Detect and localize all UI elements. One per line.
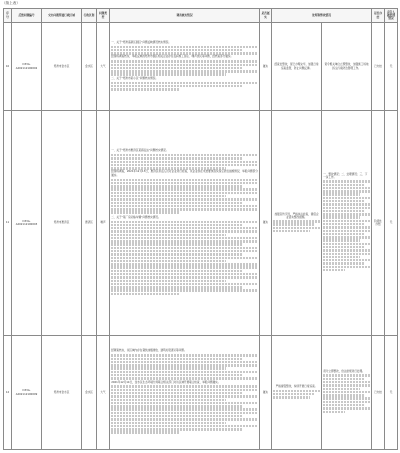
cell-investigation: [110, 23, 260, 111]
cell-investigation: [110, 111, 260, 336]
cell-action: [322, 336, 372, 450]
investigation-paragraph: 一、关于“郑州市惠济区某商砼站”问题核实情况。: [111, 149, 169, 153]
cell-area: 郑州市惠济区: [42, 111, 82, 336]
cell-investigation: [110, 336, 260, 450]
header-status: 是否属实: [260, 9, 272, 23]
cell-done: 已办结: [372, 336, 385, 450]
cell-status: 属实: [260, 23, 272, 111]
table-row: [4, 336, 398, 450]
cell-district: 金水区: [82, 336, 97, 450]
header-result: 处理和整改情况: [272, 9, 372, 23]
investigation-paragraph: 二、关于“某厂房运输车辆”问题核实情况。: [111, 215, 161, 219]
cell-seq: 11: [4, 111, 12, 336]
table-header-row: [4, 9, 398, 23]
cell-type: 大气: [97, 23, 110, 111]
investigation-paragraph: 二、关于“郑州市某小区”问题核实情况。: [111, 76, 158, 80]
cell-seq: 12: [4, 336, 12, 450]
cell-code: D33A-A202112100003: [12, 111, 42, 336]
cell-seq: 10: [4, 23, 12, 111]
cell-status: 属实: [260, 111, 272, 336]
investigation-paragraph: 一、关于“郑州高新区园区”问题反映情况核实情况。: [111, 40, 171, 44]
continuation-label: （续上表）: [2, 1, 20, 5]
header-remark: 责任人被处理情况: [385, 9, 398, 23]
action-text: 一、整改情况；二、处理情况；三、下一步工作。: [323, 172, 368, 180]
cell-district: 惠济区: [82, 111, 97, 336]
cell-remark: 无: [385, 111, 398, 336]
cell-result: [272, 111, 322, 336]
investigation-paragraph: 2021年12月14日，金水区生态环境分局联合相关部门对该区域开展联合检查，举报问题属实。: [111, 380, 221, 384]
cell-done: 已办结: [372, 23, 385, 111]
cell-type: 大气: [97, 336, 110, 450]
table-row: [4, 111, 398, 336]
cell-action: [322, 23, 372, 111]
investigation-paragraph: 经调查核实，该区域内存在餐饮油烟排放、建筑垃圾清运等问题。: [111, 349, 187, 353]
cell-result: [272, 336, 322, 450]
header-done: 是否办结: [372, 9, 385, 23]
cell-code: D33A-A202112100009: [12, 336, 42, 450]
cell-remark: 无: [385, 336, 398, 450]
cell-action: [322, 111, 372, 336]
cell-result: [272, 23, 322, 111]
cell-status: 属实: [260, 336, 272, 450]
header-type: 问题类型: [97, 9, 110, 23]
cell-done: 阶段性办结: [372, 111, 385, 336]
investigation-paragraph: 经现场调查，2021年12月13日，惠济区执法人员对企业进行检查，该企业存在未按要求落实扬尘防治措施情况，举报问题部分属实。: [111, 170, 258, 177]
header-investigation: 调查核实情况: [110, 9, 260, 23]
cell-remark: 无: [385, 23, 398, 111]
cell-type: 噪声: [97, 111, 110, 336]
complaint-table: [3, 8, 398, 450]
cell-district: 金水区: [82, 23, 97, 111]
action-text: 责令相关单位立即整改，加强施工场地扬尘污染防治管理工作。: [324, 63, 369, 70]
cell-code: D33A-A202112100002: [12, 23, 42, 111]
cell-area: 郑州市金水区: [42, 23, 82, 111]
result-text: 经查处整改，现已办理完毕，加强日常巡查监管，防止问题反弹。: [274, 63, 319, 70]
table-row: [4, 23, 398, 111]
action-text: 责令立即整改，依法依规进行处理。: [323, 370, 365, 374]
header-code: 反馈问题编号: [12, 9, 42, 23]
investigation-paragraph: 经现场调查核实，举报反映的郑州市园区相关企业存在夜间施工扬尘、噪声扰民等问题，经核查部分属实。: [111, 55, 234, 59]
result-text: 加强宣传引导，严格执法检查，督促企业落实整改措施。: [274, 212, 319, 219]
cell-area: 郑州市金水区: [42, 336, 82, 450]
header-area: 交办问题所属行政区域: [42, 9, 82, 23]
result-text: 严格督促整改，持续开展日常巡查。: [275, 385, 318, 389]
header-seq: 序号: [4, 9, 12, 23]
header-district: 行政区划: [82, 9, 97, 23]
